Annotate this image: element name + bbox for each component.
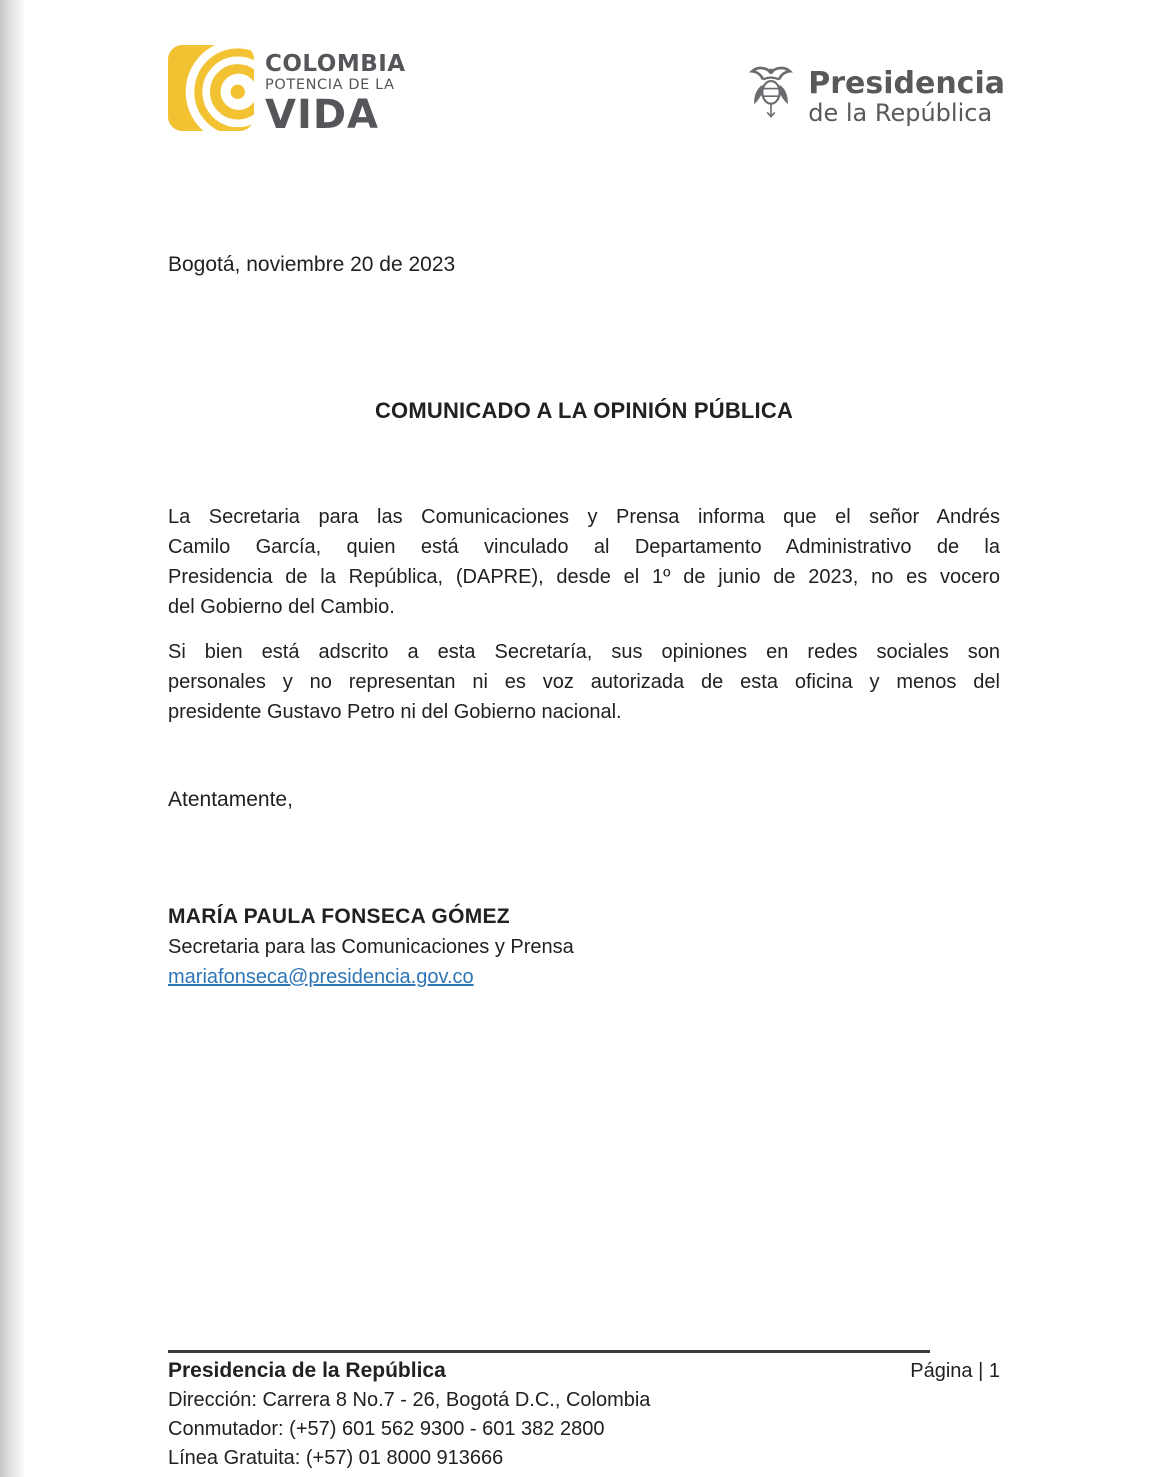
footer-address: Dirección: Carrera 8 No.7 - 26, Bogotá D.C., Colombia (168, 1389, 651, 1411)
colombia-logo-text (265, 43, 406, 136)
paragraph-2 (168, 637, 1000, 727)
colombia-logo-line2: POTENCIA DE LA (265, 77, 395, 93)
paragraph-line: Camilo García, quien está vinculado al Departamento Administrativo de la (168, 536, 1000, 558)
date-line: Bogotá, noviembre 20 de 2023 (168, 253, 456, 276)
signature-role: Secretaria para las Comunicaciones y Prensa (168, 936, 574, 958)
paragraph-line: Si bien está adscrito a esta Secretaría, sus opiniones en redes sociales son (168, 641, 1000, 663)
document-title: COMUNICADO A LA OPINIÓN PÚBLICA (374, 398, 794, 423)
paragraph-line: La Secretaria para las Comunicaciones y Prensa informa que el señor Andrés (168, 506, 1000, 528)
closing-line: Atentamente, (168, 788, 293, 811)
footer-divider (168, 1350, 930, 1353)
signature-block (168, 901, 1000, 992)
colombia-logo-line1: COLOMBIA (265, 51, 406, 77)
presidencia-logo-line2: de la República (808, 98, 993, 127)
paragraph-1 (168, 502, 1000, 622)
page-edge-shadow (0, 0, 26, 1477)
letterhead (168, 43, 1005, 138)
page-number: Página | 1 (910, 1360, 1000, 1382)
email-link[interactable]: mariafonseca@presidencia.gov.co (168, 966, 474, 988)
colombia-logo (168, 43, 406, 138)
paragraph-line: del Gobierno del Cambio. (168, 596, 395, 618)
paragraph-line: Presidencia de la República, (DAPRE), desde el 1º de junio de 2023, no es vocero (168, 566, 1000, 588)
coat-of-arms-icon (744, 57, 798, 136)
paragraph-line: personales y no representan ni es voz autorizada de esta oficina y menos del (168, 671, 1000, 693)
presidencia-logo (744, 43, 1005, 136)
presidencia-logo-line1: Presidencia (808, 65, 1005, 101)
page-footer (168, 1350, 1000, 1473)
presidencia-logo-text (808, 65, 1005, 127)
footer-org: Presidencia de la República (168, 1359, 446, 1382)
footer-tollfree: Línea Gratuita: (+57) 01 8000 913666 (168, 1447, 504, 1469)
paragraph-line: presidente Gustavo Petro ni del Gobierno nacional. (168, 701, 622, 723)
waves-icon (168, 43, 254, 138)
footer-phone: Conmutador: (+57) 601 562 9300 - 601 382 2800 (168, 1418, 605, 1440)
signature-name: MARÍA PAULA FONSECA GÓMEZ (168, 905, 510, 928)
colombia-logo-line3: VIDA (265, 92, 379, 138)
